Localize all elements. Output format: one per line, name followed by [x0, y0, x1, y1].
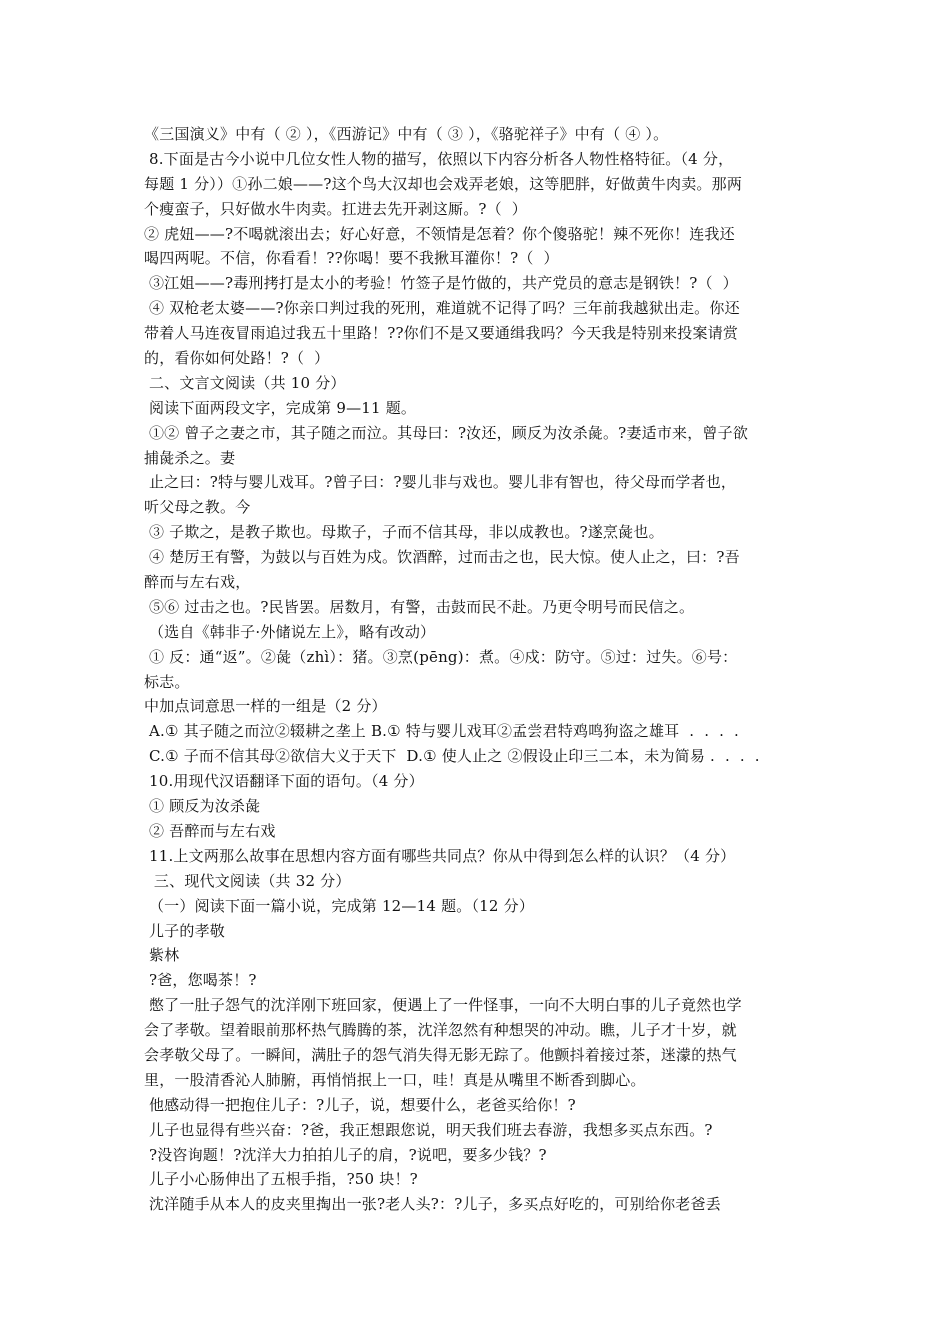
text-line: 阅读下面两段文字，完成第 9—11 题。 — [144, 398, 417, 417]
text-line: ④ 双枪老太婆——?你亲口判过我的死刑，难道就不记得了吗？三年前我越狱出走。你还 — [144, 299, 740, 318]
question-line: 11.上文两那么故事在思想内容方面有哪些共同点？你从中得到怎么样的认识？（4 分） — [144, 846, 736, 865]
text-line: 个瘦蛮子，只好做水牛肉卖。扛进去先开剥这厮。?（ ） — [144, 199, 527, 218]
text-line: 喝四两呢。不信，你看看！??你喝！要不我揪耳灌你！?（ ） — [144, 249, 559, 268]
text-line: ③江姐——?毒刑拷打是太小的考验！竹签子是竹做的，共产党员的意志是钢铁！?（ ） — [144, 274, 738, 293]
text-line: ⑤⑥ 过击之也。?民皆罢。居数月，有警，击鼓而民不赴。乃更令明号而民信之。 — [144, 597, 695, 616]
text-line: ① 顾反为汝杀彘 — [144, 797, 261, 816]
source-note: （选自《韩非子·外储说左上》，略有改动） — [144, 622, 436, 641]
text-line: 醉而与左右戏， — [144, 573, 251, 592]
text-line: 里，一股清香沁人肺腑，再悄悄抿上一口，哇！真是从嘴里不断香到脚心。 — [144, 1070, 646, 1089]
text-line: 他感动得一把抱住儿子：?儿子，说，想要什么，老爸买给你！? — [144, 1095, 576, 1114]
text-line: 儿子也显得有些兴奋：?爸，我正想跟您说，明天我们班去春游，我想多买点东西。? — [144, 1120, 713, 1139]
text-line: ?爸，您喝茶！? — [144, 971, 257, 990]
annotation-line: ① 反：通“返”。②彘（zhì）：猪。③烹(pēng)：煮。④戍：防守。⑤过：过失。⑥号： — [144, 647, 738, 666]
text-line: 沈洋随手从本人的皮夹里掏出一张?老人头?：?儿子，多买点好吃的，可别给你老爸丢 — [144, 1195, 721, 1214]
annotation-line: 标志。 — [144, 672, 190, 691]
story-author: 紫林 — [144, 946, 180, 965]
text-line: 带着人马连夜冒雨追过我五十里路！??你们不是又要通缉我吗？今天我是特别来投案请赏 — [144, 324, 739, 343]
text-line: 憋了一肚子怨气的沈洋刚下班回家，便遇上了一件怪事，一向不大明白事的儿子竟然也学 — [144, 996, 742, 1015]
text-line: ①② 曾子之妻之市，其子随之而泣。其母曰：?汝还，顾反为汝杀彘。?妻适市来，曾子欲 — [144, 423, 749, 442]
text-line: ② 虎妞——?不喝就滚出去；好心好意，不领情是怎着？你个傻骆驼！辣不死你！连我还 — [144, 224, 735, 243]
text-line: 听父母之教。今 — [144, 498, 251, 517]
text-line: 止之曰：?特与婴儿戏耳。?曾子曰：?婴儿非与戏也。婴儿非有智也，待父母而学者也， — [144, 473, 737, 492]
text-line: 《三国演义》中有（ ② ），《西游记》中有（ ③ ），《骆驼祥子》中有（ ④ ）。 — [144, 125, 669, 143]
section-heading: 二、文言文阅读（共 10 分） — [144, 373, 346, 392]
text-line: 8.下面是古今小说中几位女性人物的描写，依照以下内容分析各人物性格特征。（4 分， — [144, 149, 734, 168]
text-line: ② 吾醉而与左右戏 — [144, 821, 276, 840]
text-line: 每题 1 分））①孙二娘——?这个鸟大汉却也会戏弄老娘，这等肥胖，好做黄牛肉卖。那两 — [144, 174, 743, 193]
question-line: 中加点词意思一样的一组是（2 分） — [144, 697, 387, 716]
text-line: 捕彘杀之。妻 — [144, 448, 236, 467]
text-line: ④ 楚厉王有警，为鼓以与百姓为戍。饮酒醉，过而击之也，民大惊。使人止之，曰：?吾 — [144, 548, 740, 567]
question-line: 10.用现代汉语翻译下面的语句。（4 分） — [144, 772, 424, 791]
text-line: 会了孝敬。望着眼前那杯热气腾腾的茶，沈洋忽然有种想哭的冲动。瞧，儿子才十岁，就 — [144, 1021, 737, 1040]
text-line: ③ 子欺之，是教子欺也。母欺子，子而不信其母，非以成教也。?遂烹彘也。 — [144, 523, 664, 542]
option-line: C.① 子而不信其母②欲信大义于天下 D.① 使人止之 ②假设止印三二本，未为简易 . . . . — [144, 747, 760, 766]
section-heading: 三、现代文阅读（共 32 分） — [144, 871, 351, 890]
document-page — [144, 122, 809, 1217]
text-line: 会孝敬父母了。一瞬间，满肚子的怨气消失得无影无踪了。他颤抖着接过茶，迷濛的热气 — [144, 1045, 737, 1064]
option-line: A.① 其子随之而泣②辍耕之垄上 B.① 特与婴儿戏耳②孟尝君特鸡鸣狗盗之雄耳 . . . . — [144, 722, 739, 741]
story-title: 儿子的孝敬 — [144, 921, 225, 940]
text-line: 儿子小心肠伸出了五根手指，?50 块！? — [144, 1170, 418, 1189]
text-line: （一）阅读下面一篇小说，完成第 12—14 题。（12 分） — [144, 896, 535, 915]
text-line: 的，看你如何处路！?（ ） — [144, 349, 330, 368]
text-line: ?没咨询题！?沈洋大力拍拍儿子的肩，?说吧，要多少钱？? — [144, 1145, 547, 1164]
